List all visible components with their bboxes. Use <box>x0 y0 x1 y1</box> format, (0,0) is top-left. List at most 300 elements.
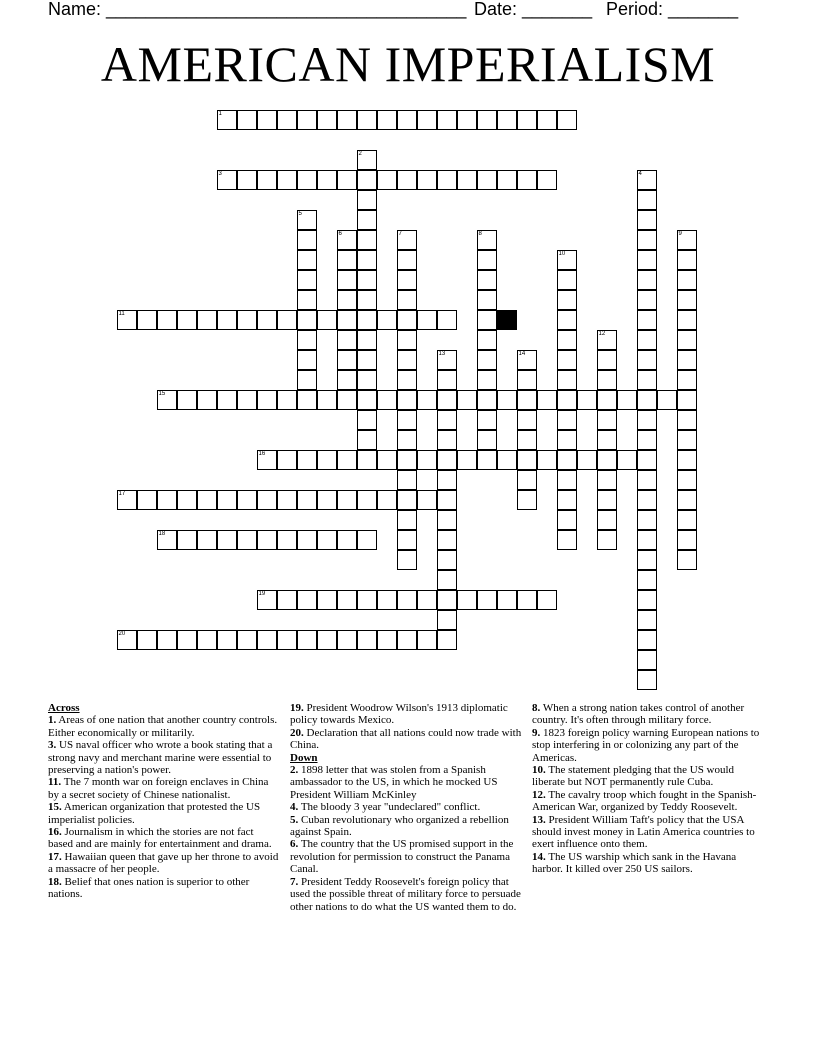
grid-cell[interactable] <box>357 450 377 470</box>
grid-cell[interactable] <box>477 290 497 310</box>
grid-cell[interactable] <box>677 490 697 510</box>
grid-cell[interactable] <box>157 490 177 510</box>
grid-cell[interactable] <box>337 490 357 510</box>
grid-cell[interactable] <box>637 410 657 430</box>
grid-cell[interactable] <box>497 590 517 610</box>
grid-cell[interactable] <box>597 350 617 370</box>
grid-cell[interactable] <box>557 530 577 550</box>
grid-cell[interactable] <box>657 390 677 410</box>
grid-cell[interactable] <box>437 550 457 570</box>
grid-cell[interactable] <box>677 310 697 330</box>
grid-cell[interactable] <box>637 370 657 390</box>
grid-cell[interactable] <box>357 490 377 510</box>
grid-cell[interactable] <box>397 630 417 650</box>
grid-cell[interactable] <box>197 390 217 410</box>
grid-cell[interactable] <box>357 590 377 610</box>
grid-cell[interactable] <box>157 310 177 330</box>
grid-cell[interactable] <box>157 530 177 550</box>
grid-cell[interactable] <box>677 270 697 290</box>
grid-cell[interactable] <box>557 390 577 410</box>
grid-cell[interactable] <box>337 390 357 410</box>
grid-cell[interactable] <box>357 270 377 290</box>
clue-number: 11 <box>118 310 125 317</box>
grid-cell[interactable] <box>217 630 237 650</box>
grid-cell[interactable] <box>597 490 617 510</box>
grid-cell[interactable] <box>437 170 457 190</box>
grid-cell[interactable] <box>597 430 617 450</box>
grid-cell[interactable] <box>337 530 357 550</box>
grid-cell[interactable] <box>637 550 657 570</box>
grid-cell[interactable] <box>297 390 317 410</box>
grid-cell[interactable] <box>557 350 577 370</box>
grid-cell[interactable] <box>357 430 377 450</box>
grid-cell[interactable] <box>537 110 557 130</box>
grid-cell[interactable] <box>377 490 397 510</box>
grid-cell[interactable] <box>217 310 237 330</box>
grid-cell[interactable] <box>297 210 317 230</box>
grid-cell[interactable] <box>297 450 317 470</box>
grid-cell[interactable] <box>437 570 457 590</box>
grid-cell[interactable] <box>477 310 497 330</box>
grid-cell[interactable] <box>317 110 337 130</box>
grid-cell[interactable] <box>437 590 457 610</box>
grid-cell[interactable] <box>457 170 477 190</box>
grid-cell[interactable] <box>397 390 417 410</box>
grid-cell[interactable] <box>637 430 657 450</box>
grid-cell[interactable] <box>377 110 397 130</box>
grid-cell[interactable] <box>457 390 477 410</box>
grid-cell[interactable] <box>417 590 437 610</box>
grid-cell[interactable] <box>557 330 577 350</box>
grid-cell[interactable] <box>337 250 357 270</box>
grid-cell[interactable] <box>637 510 657 530</box>
grid-cell[interactable] <box>677 450 697 470</box>
grid-cell[interactable] <box>637 630 657 650</box>
grid-cell[interactable] <box>637 530 657 550</box>
grid-cell[interactable] <box>477 450 497 470</box>
grid-cell[interactable] <box>517 430 537 450</box>
grid-cell[interactable] <box>497 170 517 190</box>
grid-cell[interactable] <box>377 450 397 470</box>
grid-cell[interactable] <box>457 590 477 610</box>
grid-cell[interactable] <box>437 630 457 650</box>
grid-cell[interactable] <box>357 290 377 310</box>
grid-cell[interactable] <box>597 470 617 490</box>
grid-cell[interactable] <box>357 110 377 130</box>
grid-cell[interactable] <box>297 230 317 250</box>
grid-cell[interactable] <box>217 490 237 510</box>
grid-cell[interactable] <box>477 350 497 370</box>
grid-cell[interactable] <box>477 170 497 190</box>
grid-cell[interactable] <box>557 430 577 450</box>
grid-cell[interactable] <box>397 530 417 550</box>
grid-cell[interactable] <box>137 630 157 650</box>
grid-cell[interactable] <box>197 530 217 550</box>
grid-cell[interactable] <box>637 270 657 290</box>
grid-cell[interactable] <box>277 490 297 510</box>
grid-cell[interactable] <box>257 490 277 510</box>
grid-cell[interactable] <box>677 350 697 370</box>
grid-cell[interactable] <box>397 310 417 330</box>
grid-cell[interactable] <box>397 250 417 270</box>
grid-cell[interactable] <box>297 290 317 310</box>
grid-cell[interactable] <box>577 450 597 470</box>
grid-cell[interactable] <box>517 390 537 410</box>
grid-cell[interactable] <box>397 490 417 510</box>
grid-cell[interactable] <box>437 370 457 390</box>
grid-cell[interactable] <box>517 450 537 470</box>
grid-cell[interactable] <box>397 230 417 250</box>
clue-across-15: 15. American organization that protested the US imperialist policies. <box>48 801 261 826</box>
grid-cell[interactable] <box>397 330 417 350</box>
grid-cell[interactable] <box>337 370 357 390</box>
grid-cell[interactable] <box>257 390 277 410</box>
grid-cell[interactable] <box>317 390 337 410</box>
grid-cell[interactable] <box>517 110 537 130</box>
grid-cell[interactable] <box>397 590 417 610</box>
grid-cell[interactable] <box>637 230 657 250</box>
grid-cell[interactable] <box>437 450 457 470</box>
grid-cell[interactable] <box>177 310 197 330</box>
grid-cell[interactable] <box>477 410 497 430</box>
grid-cell[interactable] <box>297 490 317 510</box>
grid-cell[interactable] <box>397 370 417 390</box>
grid-cell[interactable] <box>677 390 697 410</box>
grid-cell[interactable] <box>437 530 457 550</box>
date-field[interactable]: Date: _______ <box>474 0 593 19</box>
grid-cell[interactable] <box>257 450 277 470</box>
clue-number: 9 <box>678 230 682 237</box>
grid-cell[interactable] <box>277 310 297 330</box>
clue-across-19: 19. President Woodrow Wilson's 1913 diplomatic policy towards Mexico. <box>290 702 508 727</box>
grid-cell[interactable] <box>297 330 317 350</box>
grid-cell[interactable] <box>477 590 497 610</box>
grid-cell[interactable] <box>157 390 177 410</box>
grid-cell[interactable] <box>637 610 657 630</box>
grid-cell[interactable] <box>357 310 377 330</box>
grid-cell[interactable] <box>417 310 437 330</box>
grid-cell[interactable] <box>517 350 537 370</box>
grid-cell[interactable] <box>357 350 377 370</box>
grid-cell[interactable] <box>237 110 257 130</box>
grid-cell[interactable] <box>357 250 377 270</box>
grid-cell[interactable] <box>637 190 657 210</box>
grid-cell[interactable] <box>577 390 597 410</box>
grid-cell[interactable] <box>637 350 657 370</box>
grid-cell[interactable] <box>237 310 257 330</box>
grid-cell[interactable] <box>637 470 657 490</box>
grid-cell[interactable] <box>237 630 257 650</box>
grid-cell[interactable] <box>337 170 357 190</box>
grid-cell[interactable] <box>357 170 377 190</box>
grid-cell[interactable] <box>417 490 437 510</box>
grid-cell[interactable] <box>117 490 137 510</box>
grid-cell[interactable] <box>377 390 397 410</box>
grid-cell[interactable] <box>197 310 217 330</box>
grid-cell[interactable] <box>397 270 417 290</box>
clue-number: 20 <box>118 630 126 637</box>
grid-cell[interactable] <box>677 510 697 530</box>
grid-cell[interactable] <box>437 430 457 450</box>
grid-cell[interactable] <box>557 290 577 310</box>
clue-down-4: 4. The bloody 3 year "undeclared" conflict. <box>290 801 481 814</box>
grid-cell[interactable] <box>137 490 157 510</box>
grid-cell[interactable] <box>637 450 657 470</box>
grid-cell[interactable] <box>617 450 637 470</box>
grid-cell[interactable] <box>437 410 457 430</box>
grid-cell[interactable] <box>677 550 697 570</box>
grid-cell[interactable] <box>597 330 617 350</box>
grid-cell[interactable] <box>297 530 317 550</box>
grid-cell[interactable] <box>557 110 577 130</box>
grid-cell[interactable] <box>617 390 637 410</box>
grid-cell[interactable] <box>197 490 217 510</box>
grid-cell[interactable] <box>417 170 437 190</box>
grid-cell[interactable] <box>677 430 697 450</box>
grid-cell[interactable] <box>397 450 417 470</box>
grid-cell[interactable] <box>497 390 517 410</box>
grid-cell[interactable] <box>537 170 557 190</box>
grid-cell[interactable] <box>537 590 557 610</box>
grid-cell[interactable] <box>457 110 477 130</box>
grid-cell[interactable] <box>297 350 317 370</box>
grid-cell[interactable] <box>397 510 417 530</box>
grid-cell[interactable] <box>357 330 377 350</box>
grid-cell[interactable] <box>637 590 657 610</box>
grid-cell[interactable] <box>297 370 317 390</box>
grid-cell[interactable] <box>337 350 357 370</box>
grid-cell[interactable] <box>277 630 297 650</box>
grid-cell[interactable] <box>477 430 497 450</box>
grid-cell[interactable] <box>357 210 377 230</box>
grid-cell[interactable] <box>557 270 577 290</box>
grid-cell[interactable] <box>357 190 377 210</box>
grid-cell[interactable] <box>417 450 437 470</box>
grid-cell[interactable] <box>117 310 137 330</box>
grid-cell[interactable] <box>557 250 577 270</box>
grid-cell[interactable] <box>377 630 397 650</box>
grid-cell[interactable] <box>177 390 197 410</box>
grid-cell[interactable] <box>257 170 277 190</box>
grid-cell[interactable] <box>437 390 457 410</box>
grid-cell[interactable] <box>637 390 657 410</box>
grid-cell[interactable] <box>517 410 537 430</box>
grid-cell[interactable] <box>597 370 617 390</box>
grid-cell[interactable] <box>277 450 297 470</box>
grid-cell[interactable] <box>477 330 497 350</box>
grid-cell[interactable] <box>437 510 457 530</box>
grid-cell[interactable] <box>677 330 697 350</box>
grid-cell[interactable] <box>257 630 277 650</box>
grid-cell[interactable] <box>257 530 277 550</box>
grid-cell[interactable] <box>397 470 417 490</box>
grid-cell[interactable] <box>237 390 257 410</box>
grid-cell[interactable] <box>337 270 357 290</box>
grid-cell[interactable] <box>517 170 537 190</box>
grid-cell[interactable] <box>477 250 497 270</box>
grid-cell[interactable] <box>417 390 437 410</box>
grid-cell[interactable] <box>677 530 697 550</box>
clue-across-3: 3. US naval officer who wrote a book stating that a strong navy and merchant marine were essential to preserving a nation's power. <box>48 739 273 777</box>
grid-cell[interactable] <box>377 170 397 190</box>
grid-cell[interactable] <box>357 390 377 410</box>
grid-cell[interactable] <box>257 310 277 330</box>
grid-cell[interactable] <box>437 470 457 490</box>
grid-cell[interactable] <box>557 450 577 470</box>
grid-cell[interactable] <box>497 110 517 130</box>
grid-cell[interactable] <box>357 410 377 430</box>
grid-cell[interactable] <box>597 530 617 550</box>
grid-cell[interactable] <box>337 630 357 650</box>
grid-cell[interactable] <box>637 330 657 350</box>
grid-cell[interactable] <box>237 170 257 190</box>
grid-cell[interactable] <box>557 310 577 330</box>
grid-cell[interactable] <box>517 490 537 510</box>
grid-cell[interactable] <box>397 110 417 130</box>
grid-cell[interactable] <box>557 370 577 390</box>
grid-cell[interactable] <box>397 290 417 310</box>
grid-cell[interactable] <box>677 370 697 390</box>
grid-cell[interactable] <box>357 230 377 250</box>
grid-cell[interactable] <box>637 290 657 310</box>
grid-cell[interactable] <box>397 170 417 190</box>
grid-cell[interactable] <box>637 250 657 270</box>
grid-cell[interactable] <box>237 490 257 510</box>
grid-cell[interactable] <box>317 490 337 510</box>
grid-cell[interactable] <box>297 110 317 130</box>
grid-cell[interactable] <box>277 530 297 550</box>
grid-cell[interactable] <box>137 310 157 330</box>
grid-cell[interactable] <box>157 630 177 650</box>
grid-cell[interactable] <box>537 450 557 470</box>
grid-cell[interactable] <box>257 110 277 130</box>
grid-cell[interactable] <box>477 390 497 410</box>
grid-cell[interactable] <box>357 530 377 550</box>
grid-cell[interactable] <box>297 590 317 610</box>
grid-cell[interactable] <box>437 350 457 370</box>
grid-cell[interactable] <box>437 610 457 630</box>
grid-cell[interactable] <box>457 450 477 470</box>
grid-cell[interactable] <box>337 590 357 610</box>
grid-cell[interactable] <box>297 310 317 330</box>
grid-cell[interactable] <box>557 490 577 510</box>
name-field[interactable]: Name: ____________________________________ <box>48 0 467 19</box>
grid-cell[interactable] <box>297 630 317 650</box>
grid-cell[interactable] <box>277 170 297 190</box>
grid-cell[interactable] <box>257 590 277 610</box>
grid-cell[interactable] <box>237 530 257 550</box>
grid-cell[interactable] <box>537 390 557 410</box>
grid-cell[interactable] <box>557 510 577 530</box>
grid-cell[interactable] <box>377 310 397 330</box>
grid-cell[interactable] <box>337 450 357 470</box>
grid-cell[interactable] <box>317 310 337 330</box>
grid-cell[interactable] <box>317 590 337 610</box>
grid-cell[interactable] <box>377 590 397 610</box>
grid-cell[interactable] <box>477 370 497 390</box>
grid-cell[interactable] <box>177 530 197 550</box>
grid-cell[interactable] <box>417 630 437 650</box>
grid-cell[interactable] <box>637 170 657 190</box>
grid-cell[interactable] <box>637 490 657 510</box>
grid-cell[interactable] <box>437 110 457 130</box>
grid-cell[interactable] <box>597 410 617 430</box>
grid-cell[interactable] <box>277 110 297 130</box>
grid-cell[interactable] <box>677 290 697 310</box>
grid-cell[interactable] <box>197 630 217 650</box>
grid-cell[interactable] <box>117 630 137 650</box>
grid-cell[interactable] <box>397 550 417 570</box>
grid-cell[interactable] <box>477 110 497 130</box>
clue-across-18: 18. Belief that ones nation is superior to other nations. <box>48 875 250 901</box>
grid-cell[interactable] <box>517 590 537 610</box>
grid-cell[interactable] <box>597 450 617 470</box>
grid-cell[interactable] <box>397 430 417 450</box>
grid-cell[interactable] <box>297 170 317 190</box>
grid-cell[interactable] <box>637 650 657 670</box>
grid-cell[interactable] <box>357 150 377 170</box>
grid-cell[interactable] <box>677 230 697 250</box>
grid-cell[interactable] <box>557 410 577 430</box>
grid-cell[interactable] <box>217 390 237 410</box>
grid-cell[interactable] <box>297 270 317 290</box>
grid-cell[interactable] <box>557 470 577 490</box>
grid-cell[interactable] <box>337 230 357 250</box>
grid-cell[interactable] <box>677 470 697 490</box>
grid-cell[interactable] <box>497 450 517 470</box>
grid-cell[interactable] <box>637 310 657 330</box>
grid-cell[interactable] <box>317 450 337 470</box>
grid-cell[interactable] <box>637 570 657 590</box>
grid-cell[interactable] <box>217 110 237 130</box>
grid-cell[interactable] <box>337 310 357 330</box>
grid-cell[interactable] <box>397 350 417 370</box>
grid-cell[interactable] <box>417 110 437 130</box>
grid-cell[interactable] <box>637 670 657 690</box>
grid-cell[interactable] <box>277 590 297 610</box>
grid-cell[interactable] <box>477 230 497 250</box>
grid-cell[interactable] <box>177 630 197 650</box>
grid-cell[interactable] <box>397 410 417 430</box>
grid-cell[interactable] <box>357 630 377 650</box>
grid-cell[interactable] <box>597 510 617 530</box>
grid-cell[interactable] <box>317 170 337 190</box>
grid-cell[interactable] <box>677 250 697 270</box>
period-field[interactable]: Period: _______ <box>606 0 739 19</box>
grid-cell[interactable] <box>217 530 237 550</box>
grid-cell[interactable] <box>517 470 537 490</box>
grid-cell[interactable] <box>517 370 537 390</box>
grid-cell[interactable] <box>357 370 377 390</box>
grid-cell[interactable] <box>337 290 357 310</box>
grid-cell[interactable] <box>637 210 657 230</box>
grid-cell[interactable] <box>677 410 697 430</box>
grid-cell[interactable] <box>477 270 497 290</box>
grid-cell[interactable] <box>177 490 197 510</box>
grid-cell[interactable] <box>597 390 617 410</box>
grid-cell[interactable] <box>437 310 457 330</box>
grid-cell[interactable] <box>317 630 337 650</box>
grid-cell[interactable] <box>317 530 337 550</box>
clue-down-2: 2. 1898 letter that was stolen from a Spanish ambassador to the US, in which he mocked US President William McKinley <box>290 764 498 801</box>
grid-cell[interactable] <box>297 250 317 270</box>
grid-cell[interactable] <box>337 330 357 350</box>
clue-across-17: 17. Hawaiian queen that gave up her throne to avoid a massacre of her people. <box>48 850 279 876</box>
grid-cell[interactable] <box>437 490 457 510</box>
grid-cell[interactable] <box>217 170 237 190</box>
grid-cell[interactable] <box>277 390 297 410</box>
grid-cell[interactable] <box>337 110 357 130</box>
